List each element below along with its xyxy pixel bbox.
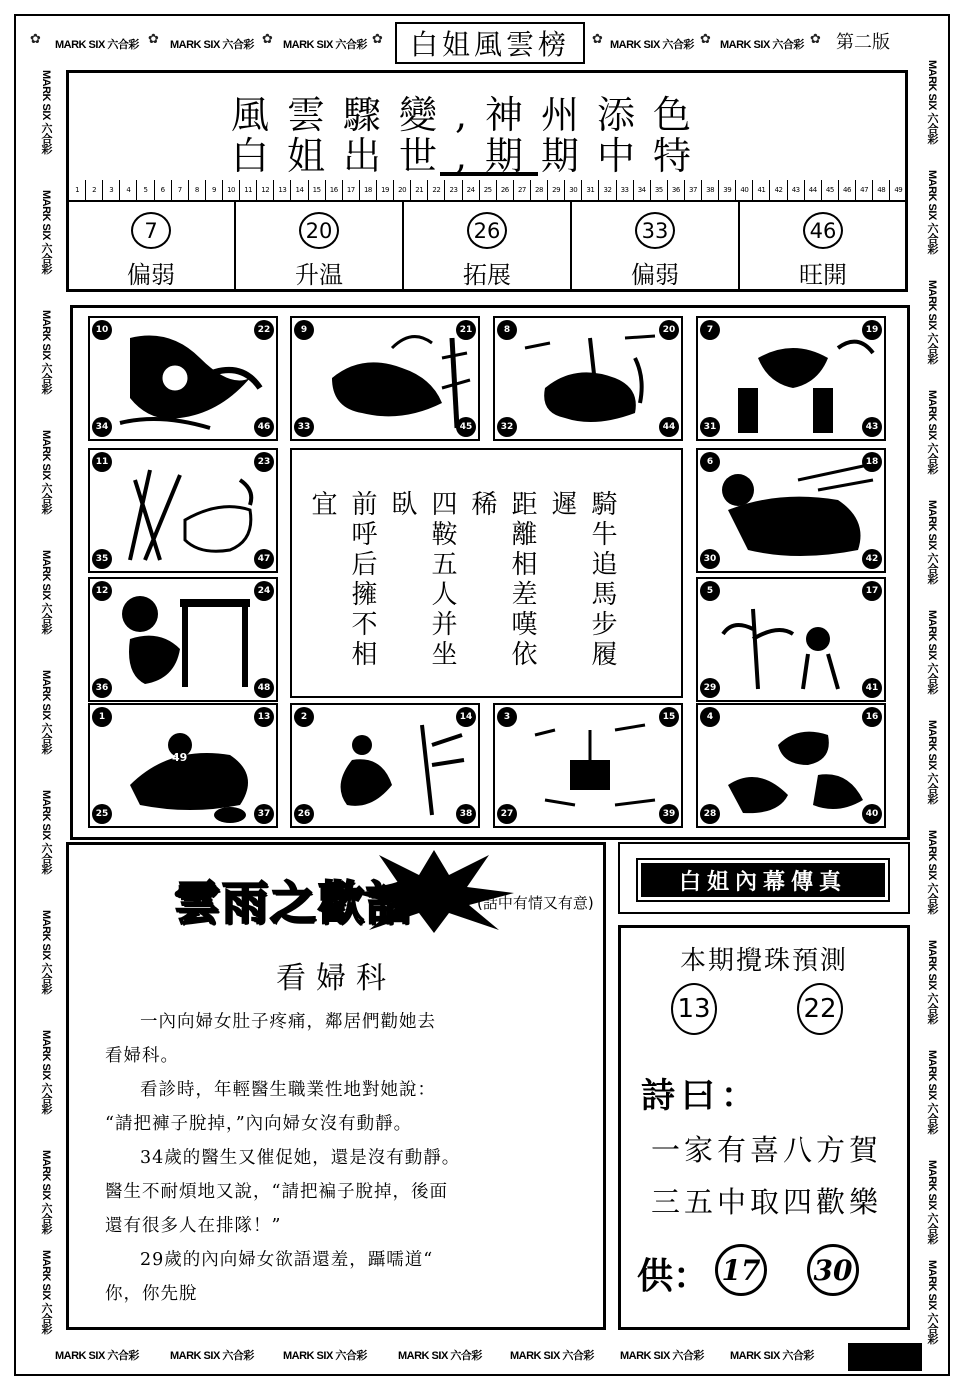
number-strip-cell: 20 [393,180,410,200]
picture-number: 40 [862,804,882,824]
zodiac-picture [493,316,683,441]
brand-left-1: MARK SIX 六合彩 [40,70,52,154]
ink-illustration [698,705,886,828]
brand-right-1: MARK SIX 六合彩 [926,60,938,144]
picture-number: 2 [294,707,314,727]
number-strip-cell: 41 [752,180,769,200]
ink-illustration [292,705,480,828]
poem-column: 騎牛追馬步履遲 [547,490,617,670]
number-strip-cell: 36 [667,180,684,200]
picture-number: 28 [700,804,720,824]
picture-number: 27 [497,804,517,824]
joke-body [105,1005,585,1311]
number-strip-cell: 25 [479,180,496,200]
number-strip-cell: 26 [496,180,513,200]
picture-number: 44 [659,417,679,437]
number-strip-cell: 8 [188,180,205,200]
picture-number: 5 [700,581,720,601]
picture-number: 26 [294,804,314,824]
ink-illustration [698,579,886,702]
number-strip-cell: 42 [769,180,786,200]
picture-number: 3 [497,707,517,727]
picture-number: 21 [456,320,476,340]
brand-right-12: MARK SIX 六合彩 [926,1260,938,1344]
picture-number: 36 [92,678,112,698]
prediction-label: 偏弱 [631,261,679,289]
ink-illustration [495,705,683,828]
joke-title: 雲雨之歡話 [174,876,414,930]
prediction-row [68,200,906,290]
inner-number: 49 [172,751,188,764]
ink-illustration [698,450,886,573]
number-strip-cell: 3 [102,180,119,200]
zodiac-picture [290,316,480,441]
number-strip-cell: 1 [68,180,85,200]
number-strip-cell: 30 [564,180,581,200]
zodiac-picture [88,448,278,573]
flower-icon: ✿ [148,32,159,47]
brand-bottom-1: MARK SIX 六合彩 [55,1350,139,1362]
picture-number: 16 [862,707,882,727]
number-strip-cell: 10 [222,180,239,200]
number-strip-cell: 19 [376,180,393,200]
number-strip-cell: 16 [325,180,342,200]
issue-label: 第二版 [836,32,890,53]
number-strip-cell: 35 [650,180,667,200]
picture-number: 20 [659,320,679,340]
number-strip-cell: 6 [154,180,171,200]
brand-left-11: MARK SIX 六合彩 [40,1250,52,1334]
joke-heading: 看婦科 [276,961,396,996]
prediction-cell [738,202,906,290]
ink-illustration [90,579,278,702]
prediction-label: 偏弱 [127,261,175,289]
flower-icon: ✿ [592,32,603,47]
picture-number: 19 [862,320,882,340]
slogan-line-2: 白姐出世,期期中特 [230,134,710,178]
prediction-cell [402,202,570,290]
picture-number: 23 [254,452,274,472]
picture-number: 13 [254,707,274,727]
slogan-line-1: 風雲驟變,神州添色 [230,93,710,137]
picture-number: 32 [497,417,517,437]
brand-bottom-7: MARK SIX 六合彩 [730,1350,814,1362]
number-strip-cell: 21 [410,180,427,200]
prediction-number: 46 [803,212,843,249]
gong-number: 30 [807,1244,859,1296]
ink-illustration [90,450,278,573]
picture-number: 41 [862,678,882,698]
joke-note: (話中有情又有意) [477,894,594,912]
brand-left-8: MARK SIX 六合彩 [40,910,52,994]
picture-number: 43 [862,417,882,437]
picture-number: 25 [92,804,112,824]
number-strip-cell: 5 [136,180,153,200]
zodiac-picture [696,448,886,573]
brand-top-5: MARK SIX 六合彩 [720,39,804,51]
predicted-number: 13 [671,983,717,1035]
picture-number: 48 [254,678,274,698]
number-strip-cell: 28 [530,180,547,200]
ink-illustration [495,318,683,441]
poem-line-2: 三五中取四歡樂 [651,1185,883,1219]
poem-label: 詩曰： [641,1076,761,1116]
brand-right-7: MARK SIX 六合彩 [926,720,938,804]
picture-number: 37 [254,804,274,824]
draw-prediction-box [618,925,910,1330]
zodiac-picture [493,703,683,828]
picture-number: 45 [456,417,476,437]
number-strip-cell: 9 [205,180,222,200]
brand-right-8: MARK SIX 六合彩 [926,830,938,914]
number-strip-cell: 13 [273,180,290,200]
number-strip-cell: 18 [359,180,376,200]
picture-number: 8 [497,320,517,340]
brand-left-2: MARK SIX 六合彩 [40,190,52,274]
inside-info-box [618,842,910,914]
joke-line: 看診時，年輕醫生職業性地對她說： [140,1080,436,1100]
joke-line: 你，你先脫 [105,1284,198,1304]
number-strip-cell: 39 [718,180,735,200]
prediction-cell [68,202,234,290]
number-strip-cell: 46 [838,180,855,200]
number-strip-cell: 15 [308,180,325,200]
number-strip-cell: 14 [290,180,307,200]
ink-illustration [292,318,480,441]
number-strip-cell: 44 [804,180,821,200]
prediction-cell [234,202,402,290]
number-strip-cell: 17 [342,180,359,200]
poem-column: 距離相差嘆依稀 [467,490,537,670]
prediction-label: 升温 [295,261,343,289]
picture-number: 15 [659,707,679,727]
zodiac-picture [696,577,886,702]
brand-bottom-3: MARK SIX 六合彩 [283,1350,367,1362]
number-strip-cell: 40 [735,180,752,200]
ink-illustration [698,318,886,441]
picture-number: 14 [456,707,476,727]
picture-number: 42 [862,549,882,569]
number-strip-cell: 48 [872,180,889,200]
number-strip-cell: 49 [889,180,906,200]
brand-bottom-6: MARK SIX 六合彩 [620,1350,704,1362]
picture-number: 10 [92,320,112,340]
picture-number: 29 [700,678,720,698]
draw-prediction-title: 本期攪珠預測 [679,946,848,976]
flower-icon: ✿ [810,32,821,47]
brand-right-5: MARK SIX 六合彩 [926,500,938,584]
brand-left-4: MARK SIX 六合彩 [40,430,52,514]
picture-number: 24 [254,581,274,601]
brand-top-1: MARK SIX 六合彩 [55,39,139,51]
gong-number: 17 [715,1244,767,1296]
joke-line: 一內向婦女肚子疼痛，鄰居們勸她去 [140,1012,436,1032]
picture-number: 46 [254,417,274,437]
zodiac-picture [290,703,480,828]
picture-number: 33 [294,417,314,437]
picture-number: 1 [92,707,112,727]
brand-left-6: MARK SIX 六合彩 [40,670,52,754]
number-strip-cell: 27 [513,180,530,200]
number-strip-cell: 11 [239,180,256,200]
number-strip-cell: 23 [444,180,461,200]
prediction-cell [570,202,738,290]
prediction-number: 33 [635,212,675,249]
joke-line: 醫生不耐煩地又說，“請把褊子脫掉，後面 [105,1182,448,1202]
corner-bar [848,1343,922,1371]
prediction-label: 拓展 [463,261,511,289]
brand-right-9: MARK SIX 六合彩 [926,940,938,1024]
number-strip-cell: 37 [684,180,701,200]
picture-number: 11 [92,452,112,472]
picture-number: 38 [456,804,476,824]
number-strip-cell: 45 [821,180,838,200]
picture-number: 31 [700,417,720,437]
brand-left-7: MARK SIX 六合彩 [40,790,52,874]
brand-right-11: MARK SIX 六合彩 [926,1160,938,1244]
prediction-label: 旺開 [799,261,847,289]
number-strip-cell: 22 [427,180,444,200]
brand-bottom-2: MARK SIX 六合彩 [170,1350,254,1362]
poem-line-1: 一家有喜八方賀 [651,1133,883,1167]
ink-illustration [90,705,278,828]
number-strip-cell: 47 [855,180,872,200]
picture-number: 35 [92,549,112,569]
inside-info-label: 白姐內幕傳真 [638,860,888,900]
flower-icon: ✿ [262,32,273,47]
picture-number: 4 [700,707,720,727]
picture-number: 17 [862,581,882,601]
ink-illustration [90,318,278,441]
number-strip-cell: 43 [787,180,804,200]
prediction-number: 20 [299,212,339,249]
number-strip-cell: 33 [616,180,633,200]
number-strip-cell: 31 [581,180,598,200]
brand-left-10: MARK SIX 六合彩 [40,1150,52,1234]
picture-number: 9 [294,320,314,340]
picture-number: 30 [700,549,720,569]
zodiac-picture [696,703,886,828]
gong-label: 供： [637,1256,710,1297]
picture-number: 47 [254,549,274,569]
number-strip-cell: 12 [256,180,273,200]
divider [440,172,538,176]
zodiac-picture [88,577,278,702]
number-strip-cell: 7 [171,180,188,200]
number-strip-cell: 32 [598,180,615,200]
joke-line: 34歲的醫生又催促她，還是沒有動靜。 [140,1148,461,1168]
brand-top-2: MARK SIX 六合彩 [170,39,254,51]
brand-right-6: MARK SIX 六合彩 [926,610,938,694]
joke-line: “請把褲子脫掉，”內向婦女沒有動靜。 [105,1114,413,1134]
picture-number: 34 [92,417,112,437]
flower-icon: ✿ [700,32,711,47]
brand-right-4: MARK SIX 六合彩 [926,390,938,474]
number-strip [68,180,906,200]
picture-number: 12 [92,581,112,601]
number-strip-cell: 4 [119,180,136,200]
page-title: 白姐風雲榜 [395,22,585,64]
predicted-number: 22 [797,983,843,1035]
number-strip-cell: 2 [85,180,102,200]
brand-right-3: MARK SIX 六合彩 [926,280,938,364]
brand-bottom-4: MARK SIX 六合彩 [398,1350,482,1362]
poem-column: 四鞍五人并坐臥 [387,490,457,670]
flower-icon: ✿ [372,32,383,47]
picture-number: 18 [862,452,882,472]
number-strip-cell: 24 [462,180,479,200]
number-strip-cell: 34 [633,180,650,200]
brand-top-3: MARK SIX 六合彩 [283,39,367,51]
picture-number: 22 [254,320,274,340]
joke-line: 看婦科。 [105,1046,179,1066]
joke-line: 還有很多人在排隊！” [105,1216,282,1236]
brand-left-3: MARK SIX 六合彩 [40,310,52,394]
flower-icon: ✿ [30,32,41,47]
joke-line: 29歲的內向婦女欲語還羞，躡嚅道“ [140,1250,434,1270]
number-strip-cell: 38 [701,180,718,200]
picture-number: 6 [700,452,720,472]
brand-bottom-5: MARK SIX 六合彩 [510,1350,594,1362]
brand-right-10: MARK SIX 六合彩 [926,1050,938,1134]
picture-number: 7 [700,320,720,340]
zodiac-picture [696,316,886,441]
zodiac-picture [88,703,278,828]
brand-top-4: MARK SIX 六合彩 [610,39,694,51]
brand-right-2: MARK SIX 六合彩 [926,170,938,254]
prediction-number: 7 [131,212,171,249]
prediction-number: 26 [467,212,507,249]
number-strip-cell: 29 [547,180,564,200]
picture-number: 39 [659,804,679,824]
zodiac-picture [88,316,278,441]
center-poem [290,448,683,698]
brand-left-5: MARK SIX 六合彩 [40,550,52,634]
joke-section [66,842,606,1330]
brand-left-9: MARK SIX 六合彩 [40,1030,52,1114]
poem-column: 前呼后擁不相宜 [307,490,377,670]
